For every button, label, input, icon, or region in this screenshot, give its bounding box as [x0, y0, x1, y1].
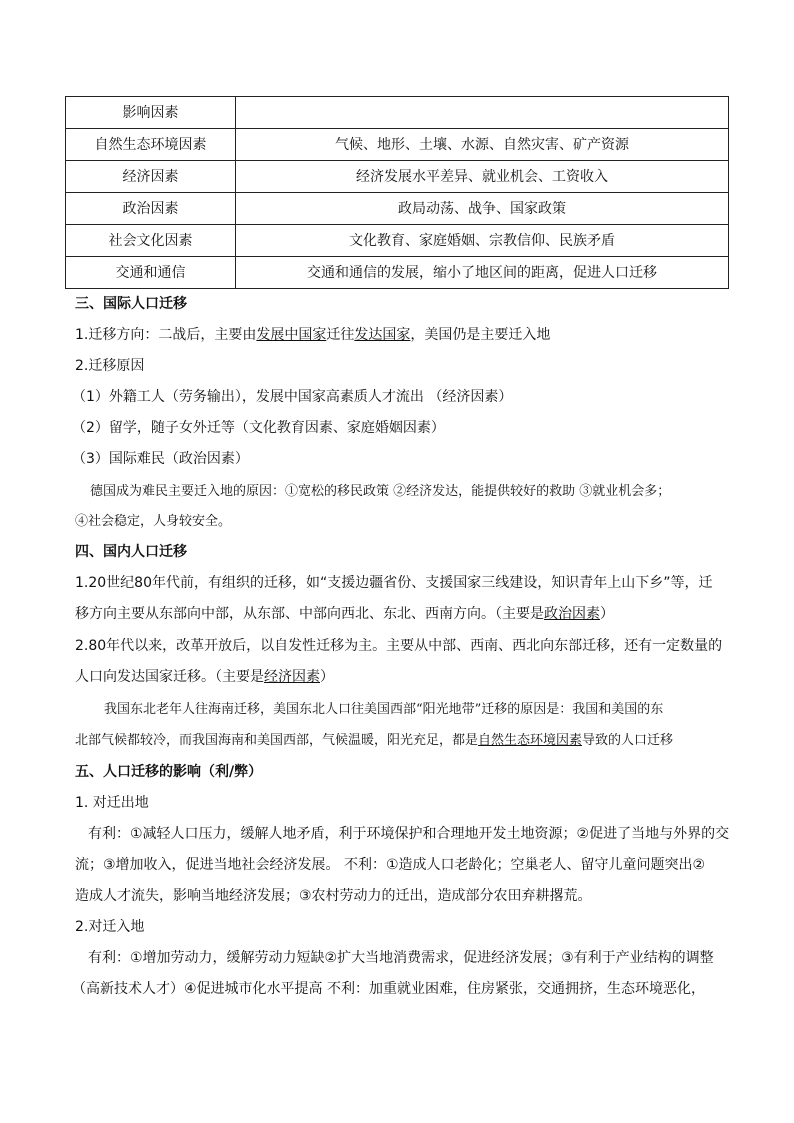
table-row — [66, 193, 729, 225]
text-span: 迁往 — [326, 327, 355, 343]
paragraph-line: 2.80年代以来，改革开放后，以自发性迁移为主。主要从中部、西南、西北向东部迁移，还有一定数量的 — [75, 638, 723, 654]
table-row — [66, 161, 729, 193]
detail-cell: 经济发展水平差异、就业机会、工资收入 — [236, 161, 729, 193]
paragraph-line: 有利：①增加劳动力，缓解劳动力短缺②扩大当地消费需求，促进经济发展；③有利于产业结构的调整 — [88, 950, 714, 966]
reason-item: （2）留学，随子女外迁等（文化教育因素、家庭婚姻因素） — [72, 420, 445, 436]
detail-cell — [236, 97, 729, 129]
reason-item: （1）外籍工人（劳务输出），发展中国家高素质人才流出 （经济因素） — [72, 389, 513, 405]
migration-reasons-title: 2.迁移原因 — [75, 358, 145, 374]
table-row — [66, 257, 729, 289]
text-span: ） — [600, 606, 614, 622]
paragraph-line: 1.20世纪80年代前，有组织的迁移，如“支援边疆省份、支援国家三线建设，知识青年上山下乡”等，迁 — [75, 575, 713, 591]
note-line — [75, 725, 735, 756]
underlined-term: 发展中国家 — [256, 327, 327, 343]
text-span: 人口向发达国家迁移。（主要是 — [75, 669, 264, 685]
underlined-term: 发达国家 — [354, 327, 411, 343]
section-3-heading: 三、国际人口迁移 — [75, 296, 187, 312]
text-span: 1.迁移方向：二战后，主要由 — [75, 327, 257, 343]
migration-direction-line — [75, 320, 735, 351]
factor-cell: 经济因素 — [66, 161, 236, 193]
detail-cell: 文化教育、家庭婚姻、宗教信仰、民族矛盾 — [236, 225, 729, 257]
subsection-title: 2.对迁入地 — [75, 919, 145, 935]
reason-item: （3）国际难民（政治因素） — [72, 451, 249, 467]
underlined-term: 经济因素 — [264, 669, 320, 685]
migration-factors-table — [65, 96, 729, 289]
text-span: 移方向主要从东部向中部，从东部、中部向西北、东北、西南方向。（主要是 — [75, 606, 544, 622]
section-4-heading: 四、国内人口迁移 — [75, 544, 187, 560]
paragraph-line: 流；③增加收入，促进当地社会经济发展。 不利：①造成人口老龄化；空巢老人、留守儿童问题突出② — [75, 857, 706, 873]
table-row — [66, 97, 729, 129]
paragraph-line: 造成人才流失，影响当地经济发展；③农村劳动力的迁出，造成部分农田弃耕撂荒。 — [75, 888, 592, 904]
table-row — [66, 129, 729, 161]
note-line: 我国东北老年人往海南迁移，美国东北人口往美国西部“阳光地带”迁移的原因是：我国和美国的东 — [104, 702, 664, 717]
note-line: 德国成为难民主要迁入地的原因：①宽松的移民政策 ②经济发达，能提供较好的救助 ③就业机会多； — [90, 484, 671, 499]
factor-cell: 社会文化因素 — [66, 225, 236, 257]
text-span: ） — [320, 669, 334, 685]
underlined-term: 政治因素 — [544, 606, 600, 622]
text-span: 导致的人口迁移 — [582, 733, 674, 748]
paragraph-line — [75, 599, 735, 630]
underlined-term: 自然生态环境因素 — [478, 733, 583, 748]
section-5-heading: 五、人口迁移的影响（利/弊） — [75, 764, 263, 780]
subsection-title: 1. 对迁出地 — [75, 795, 149, 811]
detail-cell: 气候、地形、土壤、水源、自然灾害、矿产资源 — [236, 129, 729, 161]
paragraph-line — [75, 662, 735, 693]
paragraph-line: （高新技术人才）④促进城市化水平提高 不利：加重就业困难，住房紧张，交通拥挤，生态环境恶化， — [72, 981, 705, 997]
text-span: 北部气候都较冷，而我国海南和美国西部，气候温暖，阳光充足，都是 — [75, 733, 479, 748]
text-span: ，美国仍是主要迁入地 — [410, 327, 551, 343]
paragraph-line: 有利：①减轻人口压力，缓解人地矛盾，利于环境保护和合理地开发土地资源；②促进了当地与外界的交 — [88, 826, 730, 842]
factor-cell: 交通和通信 — [66, 257, 236, 289]
note-line: ④社会稳定，人身较安全。 — [75, 514, 232, 529]
detail-cell: 交通和通信的发展，缩小了地区间的距离，促进人口迁移 — [236, 257, 729, 289]
factor-cell: 政治因素 — [66, 193, 236, 225]
table-row — [66, 225, 729, 257]
detail-cell: 政局动荡、战争、国家政策 — [236, 193, 729, 225]
factor-cell: 自然生态环境因素 — [66, 129, 236, 161]
factor-cell: 影响因素 — [66, 97, 236, 129]
